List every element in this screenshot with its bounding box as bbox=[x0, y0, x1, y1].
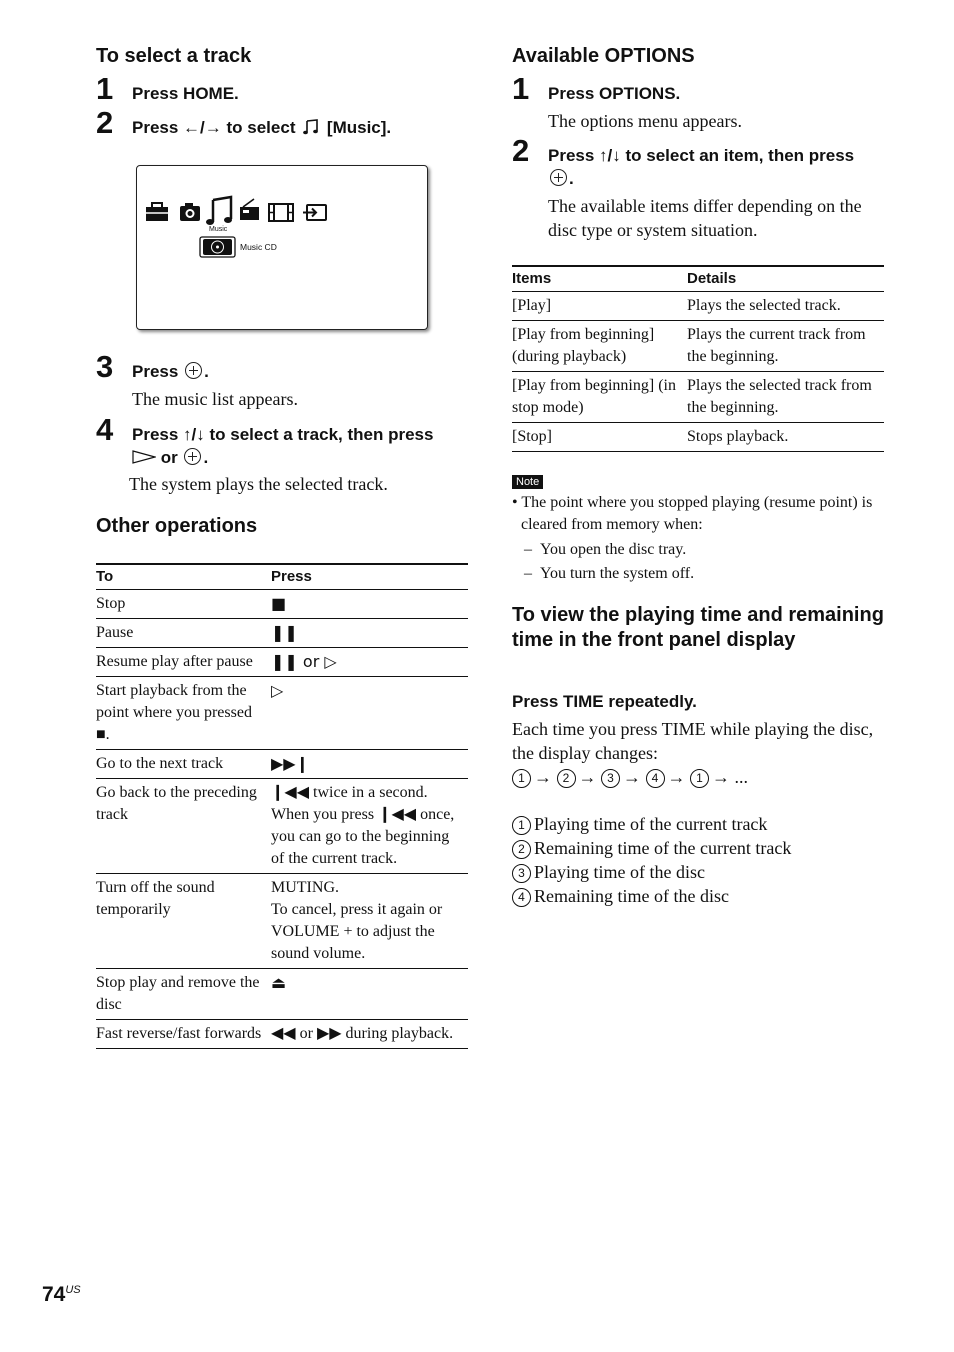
table-row bbox=[96, 779, 468, 874]
step-number: 1 bbox=[512, 71, 530, 106]
cell-press bbox=[271, 779, 468, 874]
music-icon bbox=[206, 197, 232, 225]
step-text-part: to select a track, then press bbox=[204, 425, 434, 444]
legend-text: Remaining time of the current track bbox=[534, 838, 792, 858]
sequence-step: 2 bbox=[557, 769, 576, 788]
table-row bbox=[96, 677, 468, 750]
xmb-icons bbox=[137, 166, 427, 329]
cell-item: [Play from beginning] (in stop mode) bbox=[512, 372, 687, 423]
table-row bbox=[512, 292, 884, 321]
cell-to: Turn off the sound temporarily bbox=[96, 874, 271, 969]
camera-icon bbox=[180, 203, 200, 221]
step-number: 3 bbox=[96, 349, 114, 384]
step-result-text: The system plays the selected track. bbox=[129, 474, 388, 494]
select-track-heading: To select a track bbox=[96, 45, 252, 67]
music-note-icon bbox=[302, 118, 320, 136]
cell-press bbox=[271, 874, 468, 969]
music-category-label: Music bbox=[209, 226, 228, 233]
step-text: Press HOME. bbox=[132, 84, 239, 103]
arrow-right-icon: → bbox=[623, 767, 641, 787]
cell-item: [Play] bbox=[512, 292, 687, 321]
note-badge: Note bbox=[512, 475, 543, 489]
note-list-item-text: You turn the system off. bbox=[540, 565, 695, 582]
sequence-step: 4 bbox=[646, 769, 665, 788]
cell-to: Go back to the preceding track bbox=[96, 779, 271, 874]
table-row bbox=[512, 321, 884, 372]
note-text: • The point where you stopped playing (resume point) is cleared from memory when: bbox=[512, 494, 873, 533]
options-table bbox=[512, 265, 884, 452]
pause-icon: ❚❚ bbox=[271, 619, 468, 648]
step-number: 2 bbox=[96, 105, 114, 140]
legend-item bbox=[512, 836, 791, 860]
play-icon bbox=[132, 450, 156, 464]
legend-number: 3 bbox=[512, 864, 531, 883]
cell-to: Pause bbox=[96, 619, 271, 648]
legend-number: 2 bbox=[512, 840, 531, 859]
cell-press-line: When you press ❙◀◀ once, you can go to the beginning of the current track. bbox=[271, 806, 455, 867]
arrow-right-icon: → bbox=[534, 767, 552, 787]
legend-number: 1 bbox=[512, 816, 531, 835]
cell-detail: Plays the selected track. bbox=[687, 292, 884, 321]
column-header-items: Items bbox=[512, 266, 687, 292]
eject-icon: ⏏ bbox=[271, 969, 468, 1020]
step-text: Press OPTIONS. bbox=[548, 84, 681, 103]
other-operations-heading: Other operations bbox=[96, 515, 258, 537]
cell-press: ❚❚ or ▷ bbox=[271, 648, 468, 677]
other-operations-table bbox=[96, 563, 468, 1049]
toolbox-icon bbox=[146, 203, 168, 221]
input-icon bbox=[303, 205, 326, 220]
play-icon: ▷ bbox=[271, 677, 468, 750]
up-down-arrows-icon: ↑/↓ bbox=[183, 425, 205, 444]
cell-to: Go to the next track bbox=[96, 750, 271, 779]
table-row bbox=[96, 619, 468, 648]
note-list-item-text: You open the disc tray. bbox=[540, 541, 687, 558]
display-legend bbox=[512, 812, 791, 908]
sequence-step: 1 bbox=[690, 769, 709, 788]
available-options-heading: Available OPTIONS bbox=[512, 45, 695, 67]
legend-text: Remaining time of the disc bbox=[534, 886, 729, 906]
cell-item: [Play from beginning] (during playback) bbox=[512, 321, 687, 372]
column-header-press: Press bbox=[271, 564, 468, 590]
table-row bbox=[512, 423, 884, 452]
next-track-icon: ▶▶❙ bbox=[271, 750, 468, 779]
table-row bbox=[96, 1020, 468, 1049]
table-row bbox=[512, 372, 884, 423]
sequence-step: 3 bbox=[601, 769, 620, 788]
step-text-part: Press bbox=[132, 118, 184, 137]
arrow-right-icon: → bbox=[712, 767, 730, 787]
step-text: Press ↑/↓ to select an item, then press . bbox=[548, 146, 855, 188]
table-row bbox=[96, 590, 468, 619]
table-row bbox=[96, 648, 468, 677]
sequence-end: ... bbox=[734, 767, 748, 787]
page-number-value: 74 bbox=[42, 1283, 66, 1306]
cell-to: Fast reverse/fast forwards bbox=[96, 1020, 271, 1049]
arrow-right-icon: → bbox=[667, 767, 686, 787]
table-row bbox=[96, 750, 468, 779]
display-sequence bbox=[512, 766, 748, 788]
cell-press-line: ❙◀◀ twice in a second. bbox=[271, 784, 428, 801]
time-subheading: Press TIME repeatedly. bbox=[512, 692, 697, 711]
legend-item bbox=[512, 812, 791, 836]
note-list-item: – You turn the system off. bbox=[524, 565, 695, 582]
step-number: 2 bbox=[512, 133, 530, 168]
enter-button-icon bbox=[185, 362, 202, 379]
arrow-right-icon: → bbox=[578, 767, 597, 787]
enter-button-icon bbox=[550, 169, 567, 186]
note-list-item: – You open the disc tray. bbox=[524, 541, 687, 558]
page-region-suffix: US bbox=[65, 1284, 81, 1296]
page-number bbox=[42, 1283, 81, 1307]
step-text-part: Press bbox=[132, 425, 184, 444]
cell-press: ◀◀ or ▶▶ during playback. bbox=[271, 1020, 468, 1049]
legend-text: Playing time of the disc bbox=[534, 862, 705, 882]
step-number: 4 bbox=[96, 412, 114, 447]
step-text-part: [Music]. bbox=[322, 118, 392, 137]
step-result-text: The music list appears. bbox=[132, 389, 298, 409]
cell-press-line: MUTING. bbox=[271, 879, 339, 896]
sequence-step: 1 bbox=[512, 769, 531, 788]
music-cd-label: Music CD bbox=[240, 242, 277, 252]
cell-detail: Plays the current track from the beginning. bbox=[687, 321, 884, 372]
cell-to: Resume play after pause bbox=[96, 648, 271, 677]
column-header-details: Details bbox=[687, 266, 884, 292]
step-text-part: Press bbox=[132, 362, 179, 381]
legend-item bbox=[512, 884, 791, 908]
enter-button-icon bbox=[184, 448, 201, 465]
cell-press-line: To cancel, press it again or VOLUME + to adjust the sound volume. bbox=[271, 901, 443, 962]
table-row bbox=[96, 969, 468, 1020]
up-down-arrows-icon: ↑/↓ bbox=[599, 146, 621, 165]
step-text: Press . bbox=[132, 362, 209, 381]
step-number: 1 bbox=[96, 71, 114, 106]
cell-detail: Plays the selected track from the beginning. bbox=[687, 372, 884, 423]
music-cd-icon bbox=[200, 237, 235, 257]
step-result-text: The options menu appears. bbox=[548, 111, 742, 131]
time-body-text: Each time you press TIME while playing the disc, the display changes: bbox=[512, 719, 874, 763]
cell-item: [Stop] bbox=[512, 423, 687, 452]
time-display-heading: To view the playing time and remaining time in the front panel display bbox=[512, 604, 884, 651]
note-list bbox=[524, 538, 694, 586]
legend-text: Playing time of the current track bbox=[534, 814, 768, 834]
left-right-arrows-icon: ←/→ bbox=[183, 118, 222, 137]
step-text-part: to select bbox=[221, 118, 301, 137]
stop-icon: ■ bbox=[271, 590, 468, 619]
legend-number: 4 bbox=[512, 888, 531, 907]
home-menu-screen bbox=[136, 165, 428, 330]
step-text: Press ↑/↓ to select a track, then press or . bbox=[132, 425, 434, 467]
video-film-icon bbox=[269, 204, 293, 221]
step-text-part: or bbox=[160, 448, 178, 467]
step-text bbox=[132, 116, 391, 139]
radio-icon bbox=[240, 199, 259, 220]
legend-item bbox=[512, 860, 791, 884]
step-text-part: to select an item, then press bbox=[620, 146, 855, 165]
cell-to: Stop play and remove the disc bbox=[96, 969, 271, 1020]
table-row bbox=[96, 874, 468, 969]
step-result-text: The available items differ depending on the disc type or system situation. bbox=[548, 196, 862, 240]
step-text-part: Press bbox=[548, 146, 600, 165]
column-header-to: To bbox=[96, 564, 271, 590]
cell-to: Start playback from the point where you pressed ■. bbox=[96, 677, 271, 750]
cell-to: Stop bbox=[96, 590, 271, 619]
cell-detail: Stops playback. bbox=[687, 423, 884, 452]
